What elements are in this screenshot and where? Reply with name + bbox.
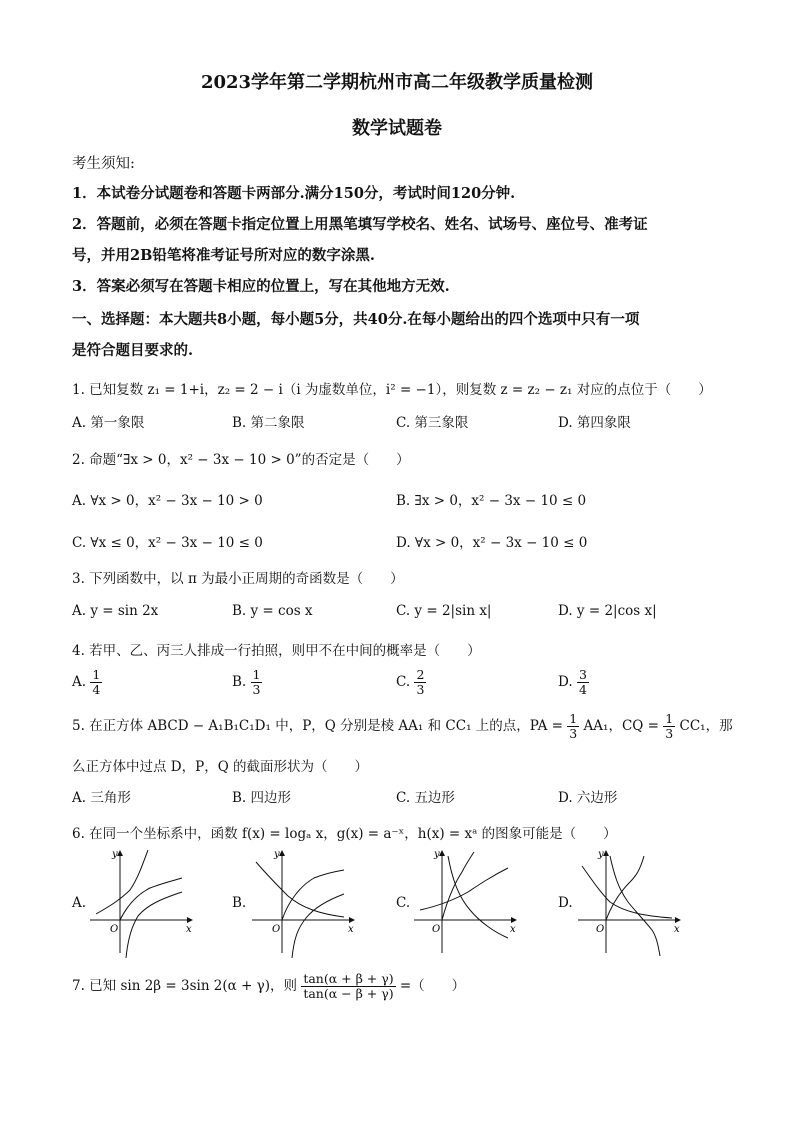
notice-item-2: 2．答题前，必须在答题卡指定位置上用黑笔填写学校名、姓名、试场号、座位号、准考证 xyxy=(72,216,648,233)
q5-option-b: B. 四边形 xyxy=(232,790,292,806)
y-axis-label: y xyxy=(434,849,440,860)
q4-a-denominator: 4 xyxy=(92,682,101,697)
q1-option-d: D. 第四象限 xyxy=(558,415,631,431)
q7-text-part1: 7. 已知 sin 2β = 3sin 2(α + γ)，则 xyxy=(72,978,298,994)
q4-c-numerator: 2 xyxy=(416,667,425,682)
q4-option-d xyxy=(558,668,589,697)
q5-frac2-denominator: 3 xyxy=(665,726,674,741)
x-axis-label: x xyxy=(348,924,354,935)
notice-heading: 考生须知: xyxy=(72,156,135,172)
q4-d-numerator: 3 xyxy=(578,667,587,682)
origin-label: O xyxy=(272,924,281,935)
q7-fraction xyxy=(301,972,395,1001)
q3-option-b: B. y = cos x xyxy=(232,603,313,619)
exam-subtitle: 数学试题卷 xyxy=(352,118,442,139)
y-axis-label: y xyxy=(598,849,604,860)
x-axis-label: x xyxy=(186,924,192,935)
q4-option-d-fraction xyxy=(577,668,589,697)
q4-option-c-label: C. xyxy=(396,674,411,690)
q1-option-b: B. 第二象限 xyxy=(232,415,305,431)
curve-exp xyxy=(96,850,148,914)
q4-option-b-label: B. xyxy=(232,674,247,690)
q4-option-c xyxy=(396,668,426,697)
x-axis-label: x xyxy=(674,924,680,935)
q7-text-part2: =（ ） xyxy=(399,978,466,994)
curve-exp xyxy=(582,866,672,918)
notice-item-1: 1．本试卷分试题卷和答题卡两部分.满分150分，考试时间120分钟. xyxy=(72,185,516,202)
q4-option-a xyxy=(72,668,102,697)
q6-graph-d xyxy=(578,848,688,958)
q7-denominator: tan(α − β + γ) xyxy=(303,986,394,1001)
q4-option-a-fraction xyxy=(90,668,102,697)
q4-option-b-fraction xyxy=(251,668,263,697)
q6-option-c-label: C. xyxy=(396,895,411,911)
q4-option-c-fraction xyxy=(414,668,426,697)
q5-fraction-2 xyxy=(663,712,675,741)
question-3-stem: 3. 下列函数中，以 π 为最小正周期的奇函数是（ ） xyxy=(72,571,404,587)
q5-frac1-numerator: 1 xyxy=(569,711,578,726)
q6-option-b-label: B. xyxy=(232,895,247,911)
q4-b-numerator: 1 xyxy=(252,667,261,682)
q3-option-a: A. y = sin 2x xyxy=(72,603,159,619)
curve-power xyxy=(606,856,644,920)
question-5-stem xyxy=(72,712,733,741)
curve-power xyxy=(120,878,182,920)
section-heading-line2: 是符合题目要求的. xyxy=(72,342,194,359)
y-axis-label: y xyxy=(112,849,118,860)
q6-graph-c xyxy=(414,848,524,958)
q6-graph-a xyxy=(90,848,200,958)
q7-numerator: tan(α + β + γ) xyxy=(303,971,394,986)
question-4-stem: 4. 若甲、乙、丙三人排成一行拍照，则甲不在中间的概率是（ ） xyxy=(72,643,481,659)
q6-option-a-label: A. xyxy=(72,895,87,911)
q5-option-a: A. 三角形 xyxy=(72,790,131,806)
curve-power xyxy=(282,870,344,920)
question-7-stem xyxy=(72,972,465,1001)
q2-option-b: B. ∃x > 0，x² − 3x − 10 ≤ 0 xyxy=(396,493,587,509)
curve-exp xyxy=(420,868,508,910)
question-5-stem-cont: 么正方体中过点 D，P，Q 的截面形状为（ ） xyxy=(72,759,369,775)
q4-d-denominator: 4 xyxy=(578,682,587,697)
q5-text-part2: AA₁，CQ = xyxy=(583,718,659,734)
origin-label: O xyxy=(596,924,605,935)
curve-log xyxy=(448,856,508,938)
origin-label: O xyxy=(110,924,119,935)
origin-label: O xyxy=(432,924,441,935)
q4-b-denominator: 3 xyxy=(252,682,261,697)
notice-item-2-cont: 号，并用2B铅笔将准考证号所对应的数字涂黑. xyxy=(72,247,375,264)
exam-title: 2023学年第二学期杭州市高二年级教学质量检测 xyxy=(200,72,594,93)
q6-graph-b xyxy=(252,848,362,958)
q2-option-d: D. ∀x > 0，x² − 3x − 10 ≤ 0 xyxy=(396,535,588,551)
question-6-stem: 6. 在同一个坐标系中，函数 f(x) = logₐ x，g(x) = a⁻ˣ，h(x) = xᵃ 的图象可能是（ ） xyxy=(72,826,617,842)
q5-option-d: D. 六边形 xyxy=(558,790,618,806)
q3-option-d: D. y = 2|cos x| xyxy=(558,603,657,619)
q5-frac1-denominator: 3 xyxy=(569,726,578,741)
q4-option-a-label: A. xyxy=(72,674,87,690)
q5-option-c: C. 五边形 xyxy=(396,790,455,806)
q5-frac2-numerator: 1 xyxy=(665,711,674,726)
q2-option-c: C. ∀x ≤ 0，x² − 3x − 10 ≤ 0 xyxy=(72,535,263,551)
question-2-stem: 2. 命题“∃x > 0，x² − 3x − 10 > 0”的否定是（ ） xyxy=(72,452,410,468)
curve-log xyxy=(126,892,182,958)
notice-item-3: 3．答案必须写在答题卡相应的位置上，写在其他地方无效. xyxy=(72,278,450,295)
q5-text-part1: 5. 在正方体 ABCD − A₁B₁C₁D₁ 中，P，Q 分别是棱 AA₁ 和 CC₁ 上的点，PA = xyxy=(72,718,563,734)
q4-a-numerator: 1 xyxy=(92,667,101,682)
x-axis-label: x xyxy=(510,924,516,935)
q5-text-part3: CC₁，那 xyxy=(679,718,733,734)
q1-option-c: C. 第三象限 xyxy=(396,415,469,431)
q4-option-d-label: D. xyxy=(558,674,573,690)
q2-option-a: A. ∀x > 0，x² − 3x − 10 > 0 xyxy=(72,493,263,509)
question-1-stem: 1. 已知复数 z₁ = 1+i，z₂ = 2 − i（i 为虚数单位，i² = −1），则复数 z = z₂ − z₁ 对应的点位于（ ） xyxy=(72,382,712,398)
q6-option-d-label: D. xyxy=(558,895,573,911)
q5-fraction-1 xyxy=(567,712,579,741)
q4-c-denominator: 3 xyxy=(416,682,425,697)
y-axis-label: y xyxy=(274,849,280,860)
q3-option-c: C. y = 2|sin x| xyxy=(396,603,492,619)
q1-option-a: A. 第一象限 xyxy=(72,415,145,431)
section-heading-line1: 一、选择题：本大题共8小题，每小题5分，共40分.在每小题给出的四个选项中只有一项 xyxy=(72,311,640,328)
q4-option-b xyxy=(232,668,262,697)
